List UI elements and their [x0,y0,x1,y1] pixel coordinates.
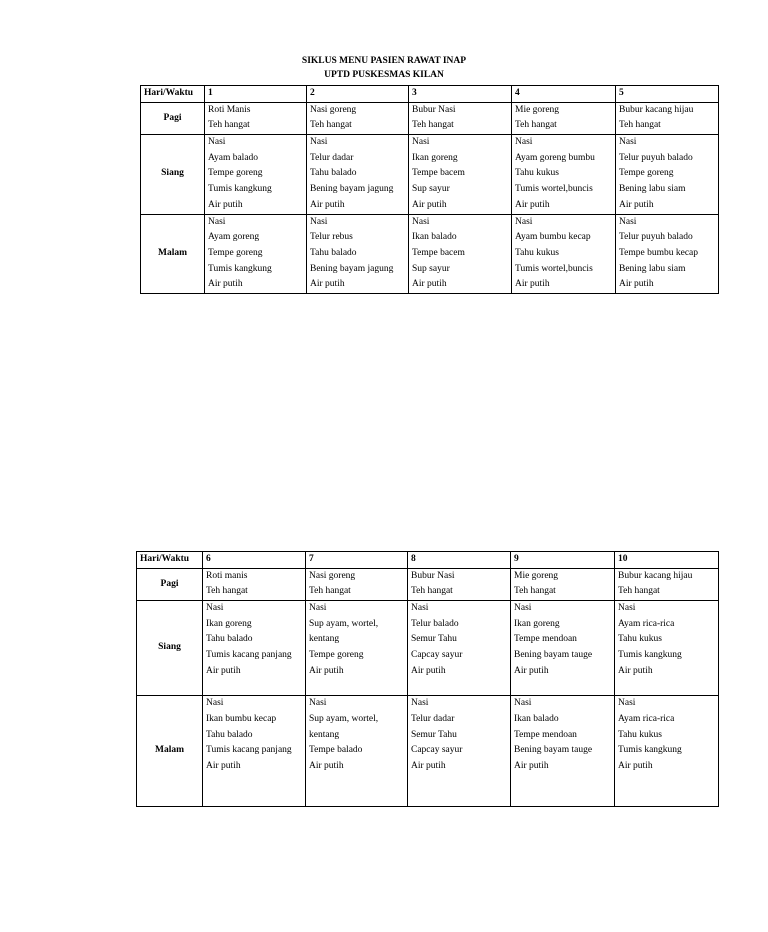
menu-item: Nasi [309,603,327,614]
menu-item: Air putih [310,199,345,210]
menu-item: Tahu balado [310,168,357,179]
row-label-siang: Siang [141,135,205,214]
menu-cell [409,102,512,134]
menu-item: Tumis wortel,buncis [515,184,593,195]
menu-item: Teh hangat [619,120,661,131]
menu-item: Teh hangat [208,120,250,131]
day-header: 3 [409,86,512,103]
menu-item: Nasi [310,137,328,148]
menu-item: Tumis wortel,buncis [515,263,593,274]
row-label-siang: Siang [137,601,203,696]
menu-item: Mie goreng [514,570,559,581]
menu-item: Tumis kangkung [618,745,682,756]
day-header: 7 [306,552,408,569]
menu-item: Ayam bumbu kecap [515,232,591,243]
menu-item: Air putih [206,665,241,676]
menu-item: Air putih [619,279,654,290]
table-row-malam [137,696,719,807]
table-header-row [141,86,719,103]
menu-item: Telur puyuh balado [619,152,693,163]
day-header: 8 [408,552,511,569]
menu-item: Nasi [618,603,636,614]
day-header: 5 [616,86,719,103]
menu-item: Teh hangat [206,586,248,597]
menu-item: Air putih [514,760,549,771]
menu-table-days-1-5 [140,85,719,294]
menu-cell [306,568,408,600]
menu-item: Nasi [515,216,533,227]
menu-item: Tempe goreng [208,247,263,258]
menu-item: Tumis kangkung [208,184,272,195]
menu-item: Nasi [309,698,327,709]
menu-item: Telur puyuh balado [619,232,693,243]
menu-item: Tahu kukus [515,168,559,179]
menu-item: Air putih [515,279,550,290]
menu-item: Tempe mendoan [514,634,577,645]
menu-item: Nasi [412,216,430,227]
menu-cell [512,214,616,293]
menu-cell [408,696,511,807]
row-label-malam: Malam [141,214,205,293]
menu-item: Bening labu siam [619,263,686,274]
menu-item: Telur balado [411,618,459,629]
menu-item: Capcay sayur [411,650,463,661]
menu-item: Air putih [618,665,653,676]
menu-cell [205,135,307,214]
menu-item: Sup sayur [412,184,450,195]
document-title: SIKLUS MENU PASIEN RAWAT INAP [301,56,467,66]
menu-item: Tumis kacang panjang [206,745,292,756]
menu-item: Telur rebus [310,232,353,243]
menu-cell [512,102,616,134]
menu-cell [205,214,307,293]
menu-item: Ikan goreng [412,152,458,163]
menu-item: Nasi [514,603,532,614]
menu-item: kentang [309,729,340,740]
menu-item: Air putih [310,279,345,290]
menu-cell [511,568,615,600]
menu-item: Ayam goreng bumbu [515,152,595,163]
menu-table-days-6-10 [136,551,719,807]
menu-item: Mie goreng [515,104,560,115]
menu-item: Teh hangat [412,120,454,131]
menu-item: Nasi [515,137,533,148]
menu-item: Tahu balado [310,247,357,258]
menu-item: Tahu balado [206,729,253,740]
menu-item: Ayam rica-rica [618,618,675,629]
menu-cell [615,568,719,600]
menu-item: Telur dadar [411,713,455,724]
day-header: 4 [512,86,616,103]
menu-item: Roti Manis [208,104,251,115]
menu-item: Bening bayam tauge [514,745,593,756]
menu-cell [511,601,615,696]
menu-item: Bening bayam jagung [310,184,394,195]
row-label-pagi: Pagi [137,568,203,600]
table-row-siang [137,601,719,696]
menu-cell [307,135,409,214]
menu-item: Air putih [411,665,446,676]
menu-item: Bening labu siam [619,184,686,195]
menu-item: Air putih [515,199,550,210]
menu-cell [408,568,511,600]
menu-item: Tahu balado [206,634,253,645]
menu-item: Ayam rica-rica [618,713,675,724]
menu-cell [307,214,409,293]
menu-cell [307,102,409,134]
menu-item: Air putih [309,665,344,676]
menu-item: Nasi [206,603,224,614]
menu-cell [408,601,511,696]
menu-cell [616,102,719,134]
menu-item: Nasi [618,698,636,709]
menu-item: Teh hangat [309,586,351,597]
menu-item: Ikan bumbu kecap [206,713,277,724]
menu-item: Ikan balado [514,713,559,724]
menu-item: Tempe goreng [208,168,263,179]
menu-item: Nasi [206,698,224,709]
menu-item: kentang [309,634,340,645]
menu-item: Tumis kangkung [618,650,682,661]
menu-cell [203,601,306,696]
menu-item: Teh hangat [310,120,352,131]
menu-item: Nasi goreng [309,570,356,581]
menu-cell [306,696,408,807]
menu-item: Tempe mendoan [514,729,577,740]
header-label: Hari/Waktu [137,552,203,569]
menu-item: Air putih [514,665,549,676]
menu-item: Air putih [206,760,241,771]
menu-item: Roti manis [206,570,248,581]
menu-item: Teh hangat [618,586,660,597]
day-header: 10 [615,552,719,569]
menu-item: Bening bayam tauge [514,650,593,661]
menu-item: Tahu kukus [618,729,662,740]
menu-cell [203,568,306,600]
menu-cell [615,601,719,696]
menu-cell [306,601,408,696]
menu-item: Nasi [310,216,328,227]
menu-item: Ikan goreng [206,618,252,629]
menu-cell [615,696,719,807]
menu-item: Nasi [619,137,637,148]
menu-item: Tempe balado [309,745,363,756]
menu-cell [511,696,615,807]
menu-cell [512,135,616,214]
table-row-pagi [141,102,719,134]
day-header: 2 [307,86,409,103]
menu-item: Teh hangat [411,586,453,597]
menu-item: Tahu kukus [618,634,662,645]
menu-item: Ayam goreng [208,232,260,243]
menu-item: Nasi [208,137,226,148]
day-header: 1 [205,86,307,103]
menu-item: Telur dadar [310,152,354,163]
menu-item: Tempe bacem [412,247,465,258]
menu-item: Teh hangat [515,120,557,131]
menu-item: Sup ayam, wortel, [309,713,379,724]
day-header: 9 [511,552,615,569]
menu-cell [205,102,307,134]
menu-item: Ayam balado [208,152,259,163]
menu-item: Bening bayam jagung [310,263,394,274]
menu-item: Air putih [412,199,447,210]
menu-cell [203,696,306,807]
document-subtitle: UPTD PUSKESMAS KILAN [324,70,444,80]
menu-item: Air putih [309,760,344,771]
menu-item: Nasi [412,137,430,148]
menu-cell [409,135,512,214]
menu-item: Teh hangat [514,586,556,597]
menu-item: Semur Tahu [411,729,457,740]
menu-item: Bubur Nasi [411,570,455,581]
menu-item: Tempe goreng [619,168,674,179]
menu-cell [616,135,719,214]
menu-item: Air putih [208,279,243,290]
menu-item: Nasi [514,698,532,709]
menu-item: Tempe bacem [412,168,465,179]
menu-item: Air putih [618,760,653,771]
menu-item: Tempe goreng [309,650,364,661]
menu-item: Air putih [411,760,446,771]
menu-item: Semur Tahu [411,634,457,645]
menu-item: Bubur Nasi [412,104,456,115]
menu-cell [616,214,719,293]
menu-item: Bubur kacang hijau [619,104,694,115]
day-header: 6 [203,552,306,569]
menu-item: Nasi [411,603,429,614]
row-label-malam: Malam [137,696,203,807]
menu-item: Tempe bumbu kecap [619,247,699,258]
menu-item: Air putih [619,199,654,210]
menu-item: Sup ayam, wortel, [309,618,379,629]
menu-item: Capcay sayur [411,745,463,756]
menu-item: Ikan balado [412,232,457,243]
menu-item: Air putih [412,279,447,290]
menu-item: Bubur kacang hijau [618,570,693,581]
menu-item: Nasi [619,216,637,227]
table-row-malam [141,214,719,293]
menu-item: Nasi [208,216,226,227]
menu-item: Nasi [411,698,429,709]
menu-item: Nasi goreng [310,104,357,115]
menu-item: Tahu kukus [515,247,559,258]
menu-item: Tumis kangkung [208,263,272,274]
table-row-pagi [137,568,719,600]
menu-cell [409,214,512,293]
menu-item: Air putih [208,199,243,210]
menu-item: Ikan goreng [514,618,560,629]
table-header-row [137,552,719,569]
menu-item: Tumis kacang panjang [206,650,292,661]
table-row-siang [141,135,719,214]
row-label-pagi: Pagi [141,102,205,134]
header-label: Hari/Waktu [141,86,205,103]
menu-item: Sup sayur [412,263,450,274]
